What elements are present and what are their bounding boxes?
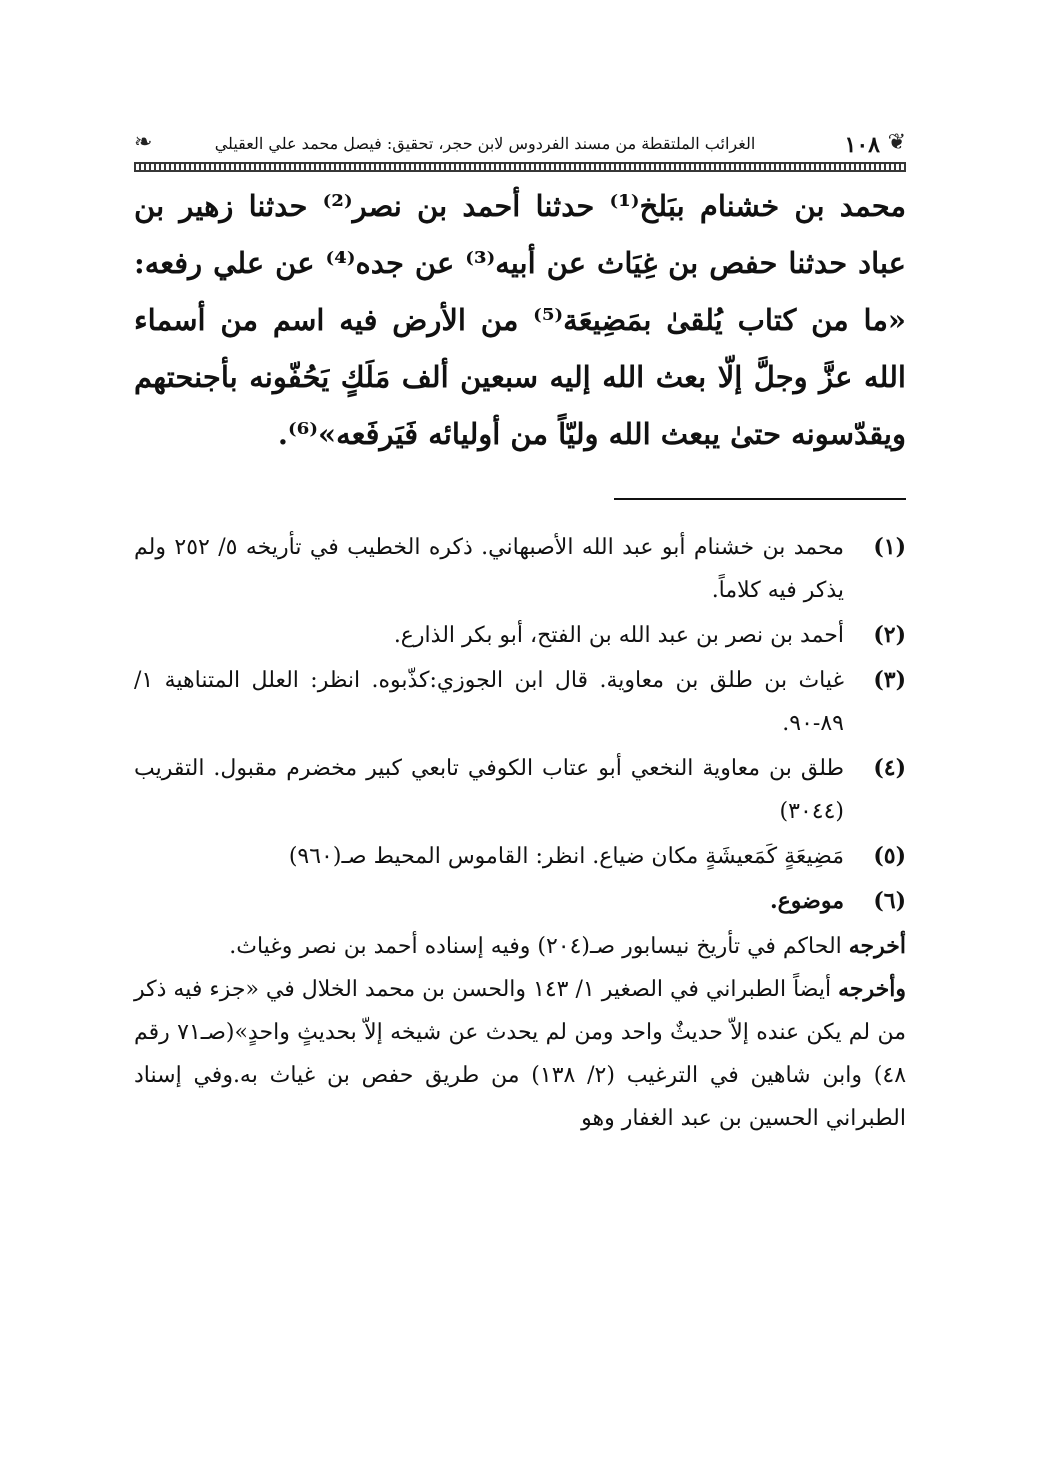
footnote-number: (١) — [873, 534, 906, 560]
footnote-number: (٤) — [873, 755, 906, 781]
footnotes — [134, 526, 906, 1140]
main-hadith-text: محمد بن خشنام ببَلخ⁽¹⁾ حدثنا أحمد بن نصر⁽²⁾ حدثنا زهير بن عباد حدثنا حفص بن غِيَاث عن أبيه⁽³⁾ عن جده⁽⁴⁾ عن علي رفعه: «ما من كتاب يُلقىٰ بمَضِيعَة⁽⁵⁾ من الأرض فيه اسم من أسماء الله عزَّ وجلَّ إلّا بعث الله إليه سبعين ألف مَلَكٍ يَحُفّونه بأجنحتهم ويقدّسونه حتىٰ يبعث الله وليّاً من أوليائه فَيَرفَعه»⁽⁶⁾. — [134, 189, 907, 451]
footnote-text: أحمد بن نصر بن عبد الله بن الفتح، أبو بكر الذارع. — [393, 623, 844, 648]
footnote-text: طلق بن معاوية النخعي أبو عتاب الكوفي تابعي كبير مخضرم مقبول. التقريب (٣٠٤٤) — [134, 756, 844, 824]
paragraph-lead: وأخرجه — [838, 976, 907, 1002]
paragraph-lead: أخرجه — [848, 933, 906, 959]
running-title: الغرائب الملتقطة من مسند الفردوس لابن حجر، تحقيق: فيصل محمد علي العقيلي — [214, 134, 756, 153]
footnote-number: (٢) — [873, 622, 906, 648]
footnote-2 — [134, 614, 906, 657]
footnote-number: (٣) — [873, 667, 906, 693]
footnote-number: (٥) — [873, 843, 906, 869]
footnote-separator — [614, 498, 906, 500]
header-rule — [134, 162, 906, 172]
page-number: ١٠٨ — [844, 132, 880, 158]
footnote-text: محمد بن خشنام أبو عبد الله الأصبهاني. ذكره الخطيب في تأريخه ٥/ ٢٥٢ ولم يذكر فيه كلاماً. — [134, 535, 845, 603]
ornament-left-icon: ❧ — [134, 130, 153, 155]
page-header — [134, 130, 906, 170]
paragraph-text: الحاكم في تأريخ نيسابور صـ(٢٠٤) وفيه إسناده أحمد بن نصر وغياث. — [229, 934, 849, 959]
footnote-1 — [134, 526, 906, 612]
footnote-text: موضوع. — [770, 888, 844, 914]
footnote-5 — [134, 835, 906, 878]
footnote-4 — [134, 747, 906, 833]
footnote-paragraph-1 — [134, 925, 906, 968]
footnote-number: (٦) — [873, 888, 906, 914]
footnote-6 — [134, 880, 906, 923]
footnote-paragraph-2 — [134, 968, 906, 1140]
footnote-text: مَضِيعَةٍ كَمَعيشَةٍ مكان ضياع. انظر: القاموس المحيط صـ(٩٦٠) — [288, 844, 844, 869]
paragraph-text: أيضاً الطبراني في الصغير ١/ ١٤٣ والحسن بن محمد الخلال في «جزء فيه ذكر من لم يكن عنده إلاّ حديثٌ واحد ومن لم يحدث عن شيخه إلاّ بحديثٍ واحدٍ»(صـ٧١ رقم ٤٨) وابن شاهين في الترغيب (٢/ ١٣٨) من طريق حفص بن غياث به.وفي إسناد الطبراني الحسين بن عبد الغفار وهو — [134, 977, 907, 1131]
footnote-text: غياث بن طلق بن معاوية. قال ابن الجوزي:كذّبوه. انظر: العلل المتناهية ١/ ٨٩-٩٠. — [134, 668, 844, 736]
ornament-right-icon: ❦ — [887, 130, 906, 155]
footnote-3 — [134, 659, 906, 745]
